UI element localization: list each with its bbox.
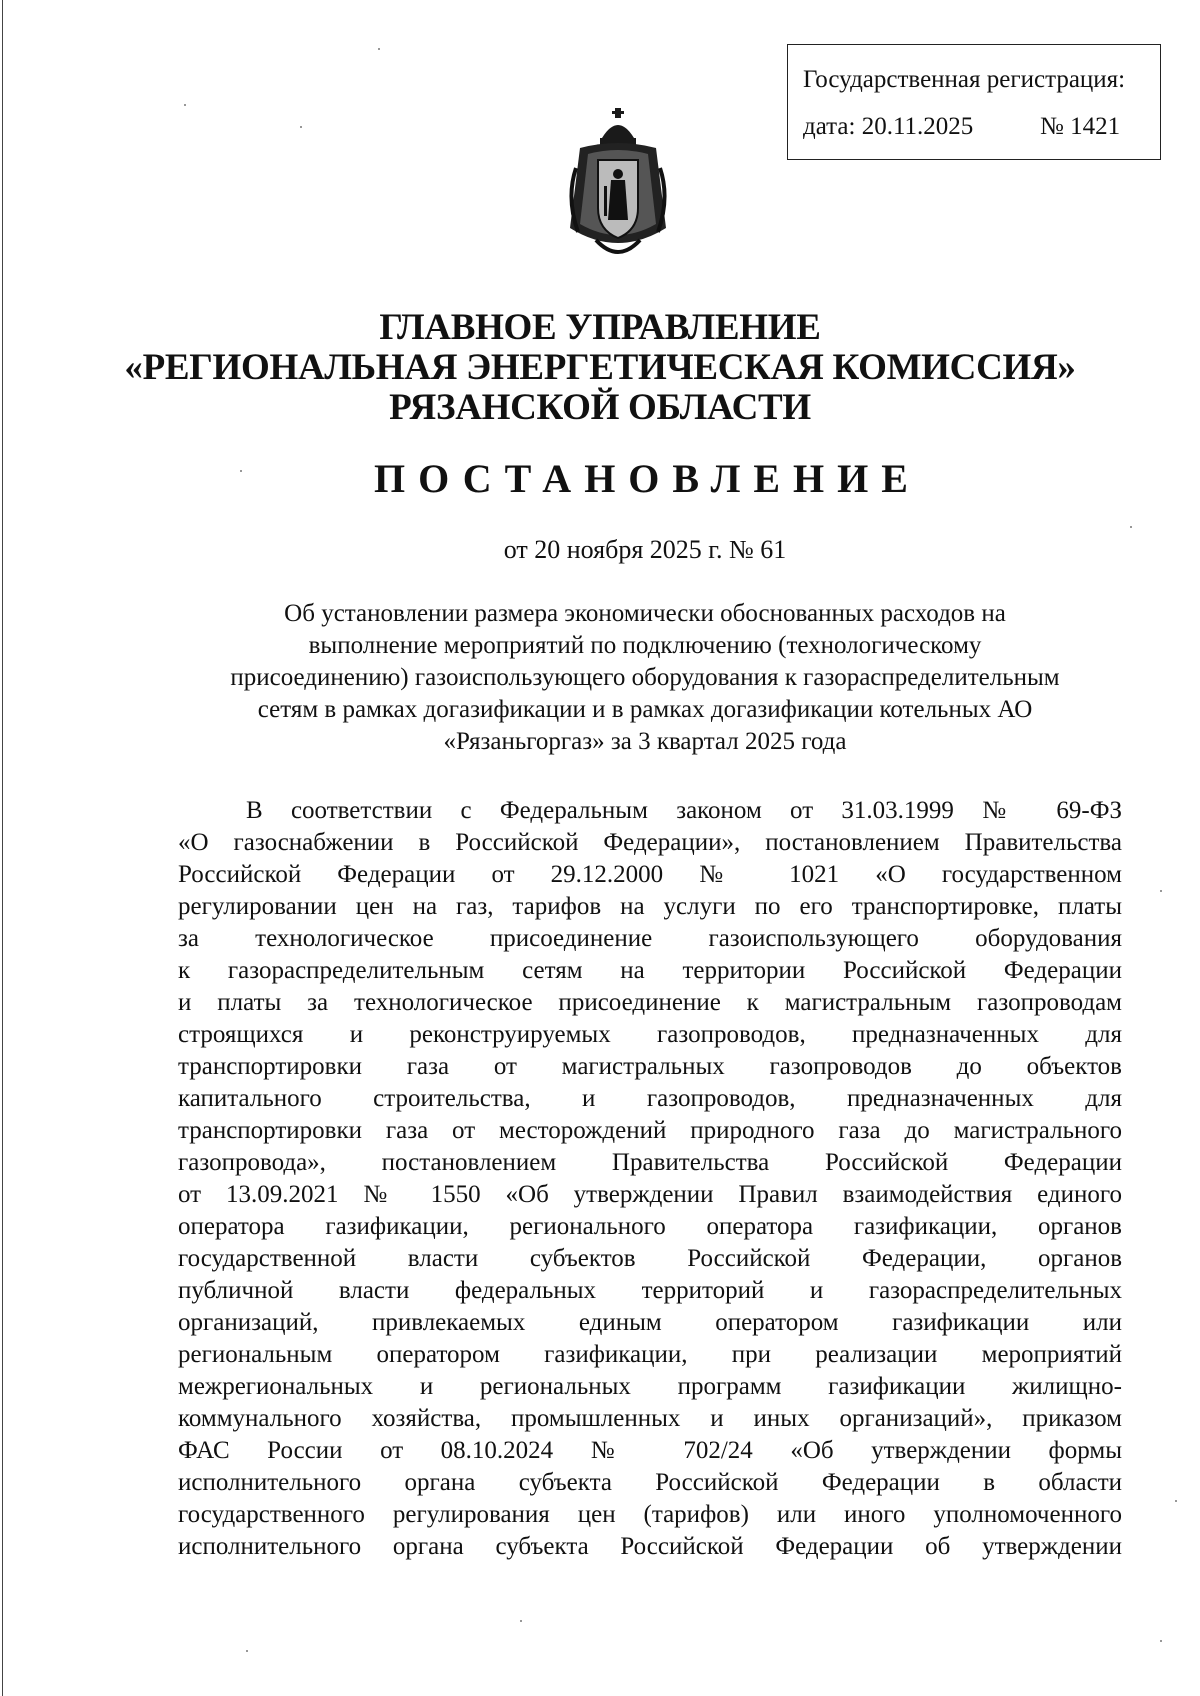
body-line: государственного регулирования цен (тарифов) или иного уполномоченного: [178, 1501, 1122, 1528]
body-line: публичной власти федеральных территорий и газораспределительных: [178, 1277, 1122, 1304]
body-line: государственной власти субъектов Российской Федерации, органов: [178, 1245, 1122, 1272]
body-line: региональным оператором газификации, при реализации мероприятий: [178, 1341, 1122, 1368]
scan-speck: [378, 48, 380, 50]
body-line: исполнительного органа субъекта Российской Федерации об утверждении: [178, 1533, 1122, 1560]
scan-speck: [184, 104, 186, 106]
subject-line: Об установлении размера экономически обоснованных расходов на: [284, 600, 1006, 627]
registration-number: № 1421: [1040, 113, 1121, 140]
document-subject: [150, 598, 1140, 758]
coat-of-arms-icon: [566, 108, 670, 264]
body-line: «О газоснабжении в Российской Федерации», постановлением Правительства: [178, 829, 1122, 856]
subject-line: присоединению) газоиспользующего оборудования к газораспределительным: [230, 664, 1060, 691]
body-line: капитального строительства, и газопроводов, предназначенных для: [178, 1085, 1122, 1112]
body-line: транспортировки газа от магистральных газопроводов до объектов: [178, 1053, 1122, 1080]
document-type-heading: ПОСТАНОВЛЕНИЕ: [374, 456, 921, 501]
body-line: организаций, привлекаемых единым оператором газификации или: [178, 1309, 1122, 1336]
registration-date: дата: 20.11.2025: [803, 113, 974, 140]
scan-speck: [520, 1620, 522, 1622]
subject-line: выполнение мероприятий по подключению (технологическому: [308, 632, 982, 659]
subject-line: сетям в рамках догазификации и в рамках догазификации котельных АО: [257, 696, 1033, 723]
body-line: В соответствии с Федеральным законом от 31.03.1999 № 69-ФЗ: [246, 797, 1122, 824]
body-line: Российской Федерации от 29.12.2000 № 1021 «О государственном: [178, 861, 1122, 888]
registration-title: Государственная регистрация:: [803, 66, 1126, 93]
subject-line: «Рязаньгоргаз» за 3 квартал 2025 года: [443, 728, 847, 755]
organization-name: [0, 308, 1200, 428]
body-line: строящихся и реконструируемых газопроводов, предназначенных для: [178, 1021, 1122, 1048]
organization-line: ГЛАВНОЕ УПРАВЛЕНИЕ: [379, 307, 821, 348]
body-line: регулировании цен на газ, тарифов на услуги по его транспортировке, платы: [178, 893, 1122, 920]
body-line: исполнительного органа субъекта Российской Федерации в области: [178, 1469, 1122, 1496]
body-line: газопровода», постановлением Правительства Российской Федерации: [178, 1149, 1122, 1176]
body-line: транспортировки газа от месторождений природного газа до магистрального: [178, 1117, 1122, 1144]
body-line: от 13.09.2021 № 1550 «Об утверждении Правил взаимодействия единого: [178, 1181, 1122, 1208]
document-body: [178, 795, 1122, 1563]
body-line: за технологическое присоединение газоиспользующего оборудования: [178, 925, 1122, 952]
body-line: межрегиональных и региональных программ газификации жилищно-: [178, 1373, 1122, 1400]
body-line: к газораспределительным сетям на территории Российской Федерации: [178, 957, 1122, 984]
organization-line: РЯЗАНСКОЙ ОБЛАСТИ: [389, 387, 811, 428]
scan-speck: [1160, 890, 1162, 892]
scan-speck: [300, 126, 302, 128]
scan-speck: [246, 1650, 248, 1652]
document-date-number: от 20 ноября 2025 г. № 61: [503, 535, 787, 564]
registration-stamp: [787, 44, 1161, 160]
body-line: и платы за технологическое присоединение к магистральным газопроводам: [178, 989, 1122, 1016]
scan-speck: [1160, 1640, 1162, 1642]
body-line: оператора газификации, регионального оператора газификации, органов: [178, 1213, 1122, 1240]
organization-line: «РЕГИОНАЛЬНАЯ ЭНЕРГЕТИЧЕСКАЯ КОМИССИЯ»: [124, 347, 1076, 388]
scan-speck: [1130, 526, 1132, 528]
scan-edge-line: [2, 0, 3, 1696]
body-line: ФАС России от 08.10.2024 № 702/24 «Об утверждении формы: [178, 1437, 1122, 1464]
scan-speck: [1175, 1500, 1177, 1502]
body-line: коммунального хозяйства, промышленных и иных организаций», приказом: [178, 1405, 1122, 1432]
